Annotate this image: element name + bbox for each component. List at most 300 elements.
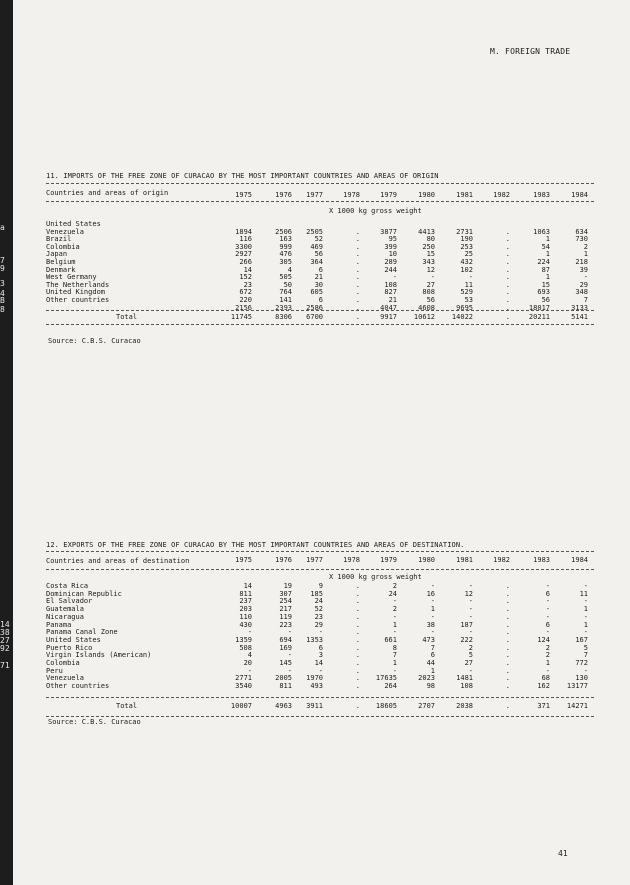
exports-units: X 1000 kg gross weight bbox=[329, 573, 422, 581]
table-cell: 672 bbox=[239, 288, 252, 297]
total-cell: 371 bbox=[537, 702, 550, 710]
table-cell: 187 bbox=[460, 620, 473, 629]
table-cell: 693 bbox=[537, 288, 550, 297]
table-cell: 145 bbox=[279, 659, 292, 667]
table-cell: 2 bbox=[468, 643, 473, 652]
rule bbox=[46, 716, 594, 717]
margin-mark: a bbox=[0, 223, 5, 232]
table-cell: 4608 bbox=[418, 303, 435, 312]
table-cell: . bbox=[355, 643, 360, 652]
margin-mark: 3 bbox=[0, 279, 5, 288]
table-cell: 223 bbox=[279, 620, 292, 629]
table-cell: 493 bbox=[310, 682, 323, 691]
table-cell: 53 bbox=[464, 296, 473, 304]
table-cell: 39 bbox=[579, 265, 588, 274]
table-cell: 2 bbox=[392, 582, 397, 590]
margin-mark: 38 bbox=[0, 628, 10, 637]
table-cell: 529 bbox=[460, 288, 473, 297]
table-cell: 87 bbox=[541, 265, 550, 274]
table-cell: 224 bbox=[537, 258, 550, 266]
total-cell: 4963 bbox=[275, 702, 292, 710]
table-cell: - bbox=[583, 612, 588, 621]
row-label: Puerto Rico bbox=[46, 643, 93, 652]
table-cell: 167 bbox=[575, 635, 588, 644]
table-cell: 1970 bbox=[306, 674, 323, 683]
table-cell: 2 bbox=[583, 242, 588, 251]
imports-source: Source: C.B.S. Curacao bbox=[48, 337, 141, 345]
margin-mark: 9 bbox=[0, 264, 5, 273]
table-cell: 289 bbox=[384, 258, 397, 266]
rule bbox=[46, 324, 594, 325]
table-cell: 811 bbox=[279, 682, 292, 691]
table-cell: 4047 bbox=[380, 303, 397, 312]
table-cell: - bbox=[583, 628, 588, 637]
year-header: 1981 bbox=[456, 191, 473, 199]
table-cell: 4413 bbox=[418, 227, 435, 236]
table-cell: 250 bbox=[422, 242, 435, 251]
table-cell: . bbox=[505, 589, 510, 598]
exports-source: Source: C.B.S. Curacao bbox=[48, 718, 141, 726]
table-cell: . bbox=[505, 235, 510, 244]
table-cell: 2393 bbox=[275, 303, 292, 312]
table-cell: 1 bbox=[583, 605, 588, 614]
margin-mark: 14 bbox=[0, 620, 10, 629]
table-cell: - bbox=[583, 597, 588, 606]
table-cell: - bbox=[287, 666, 292, 675]
table-cell: 27 bbox=[426, 280, 435, 289]
exports-col-header: Countries and areas of destination bbox=[46, 557, 190, 565]
table-cell: 254 bbox=[279, 597, 292, 606]
rule bbox=[46, 697, 594, 698]
year-header: 1975 bbox=[235, 191, 252, 199]
table-cell: 6 bbox=[545, 589, 550, 598]
year-header: 1978 bbox=[343, 556, 360, 564]
table-cell: . bbox=[505, 674, 510, 683]
table-cell: - bbox=[287, 628, 292, 637]
table-cell: 119 bbox=[279, 612, 292, 621]
table-cell: 56 bbox=[541, 296, 550, 304]
table-cell: 1894 bbox=[235, 227, 252, 236]
page-number: 41 bbox=[558, 849, 568, 858]
total-cell: 14271 bbox=[566, 702, 588, 710]
table-cell: 244 bbox=[384, 265, 397, 274]
row-label: Colombia bbox=[46, 242, 80, 251]
imports-units: X 1000 kg gross weight bbox=[329, 207, 422, 215]
total-cell: . bbox=[505, 702, 510, 710]
table-cell: 52 bbox=[314, 605, 323, 614]
table-cell: 185 bbox=[310, 589, 323, 598]
table-cell: 10 bbox=[388, 250, 397, 259]
table-cell: 222 bbox=[460, 635, 473, 644]
table-cell: 1063 bbox=[533, 227, 550, 236]
rule bbox=[46, 201, 594, 202]
table-cell: . bbox=[355, 582, 360, 590]
table-cell: 50 bbox=[283, 280, 292, 289]
table-cell: - bbox=[392, 628, 397, 637]
table-cell: 808 bbox=[422, 288, 435, 297]
table-cell: 3 bbox=[318, 651, 323, 660]
table-cell: - bbox=[468, 605, 473, 614]
table-cell: 21 bbox=[314, 273, 323, 282]
table-cell: 7 bbox=[430, 643, 435, 652]
margin-mark: 7 bbox=[0, 256, 5, 265]
table-cell: 27 bbox=[464, 659, 473, 667]
row-label: Japan bbox=[46, 250, 68, 259]
table-cell: . bbox=[505, 265, 510, 274]
table-cell: . bbox=[505, 280, 510, 289]
table-cell: 29 bbox=[579, 280, 588, 289]
table-cell: 152 bbox=[239, 273, 252, 282]
table-cell: 14 bbox=[243, 582, 252, 590]
row-label: Denmark bbox=[46, 265, 76, 274]
table-cell: 508 bbox=[239, 643, 252, 652]
table-cell: 9695 bbox=[456, 303, 473, 312]
total-cell: 8306 bbox=[275, 313, 292, 321]
table-cell: - bbox=[247, 666, 252, 675]
total-cell: 2038 bbox=[456, 702, 473, 710]
year-header: 1977 bbox=[306, 191, 323, 199]
table-cell: 1359 bbox=[235, 635, 252, 644]
table-cell: 18017 bbox=[528, 303, 550, 312]
table-cell: 108 bbox=[460, 682, 473, 691]
table-cell: . bbox=[355, 635, 360, 644]
row-label: Other countries bbox=[46, 682, 110, 691]
total-cell: 11745 bbox=[230, 313, 252, 321]
table-cell: 17635 bbox=[375, 674, 397, 683]
table-cell: . bbox=[505, 659, 510, 667]
exports-table-title: 12. EXPORTS OF THE FREE ZONE OF CURACAO BY THE MOST IMPORTANT COUNTRIES AND AREAS OF DESTINATION. bbox=[46, 541, 465, 549]
table-cell: 1 bbox=[545, 250, 550, 259]
table-cell: - bbox=[430, 582, 435, 590]
rule bbox=[46, 183, 594, 184]
table-cell: - bbox=[545, 582, 550, 590]
table-cell: . bbox=[355, 620, 360, 629]
table-cell: . bbox=[505, 643, 510, 652]
table-cell: - bbox=[545, 628, 550, 637]
table-cell: 343 bbox=[422, 258, 435, 266]
table-cell: - bbox=[545, 605, 550, 614]
year-header: 1979 bbox=[380, 191, 397, 199]
table-cell: 2 bbox=[545, 651, 550, 660]
imports-table bbox=[46, 172, 594, 332]
table-cell: 11 bbox=[464, 280, 473, 289]
table-cell: - bbox=[430, 597, 435, 606]
table-cell: . bbox=[355, 597, 360, 606]
table-cell: 3877 bbox=[380, 227, 397, 236]
table-cell: 3540 bbox=[235, 682, 252, 691]
rule bbox=[46, 569, 594, 570]
table-cell: . bbox=[505, 612, 510, 621]
table-cell: - bbox=[545, 612, 550, 621]
table-cell: 6 bbox=[430, 651, 435, 660]
table-cell: 5 bbox=[468, 651, 473, 660]
table-cell: - bbox=[392, 666, 397, 675]
table-cell: 2 bbox=[545, 643, 550, 652]
table-cell: . bbox=[505, 682, 510, 691]
table-cell: 98 bbox=[426, 682, 435, 691]
total-cell: 3911 bbox=[306, 702, 323, 710]
row-label: Costa Rica bbox=[46, 582, 89, 590]
total-cell: 10612 bbox=[413, 313, 435, 321]
row-label: Other countries bbox=[46, 296, 110, 304]
table-cell: 253 bbox=[460, 242, 473, 251]
total-cell: 18605 bbox=[375, 702, 397, 710]
total-cell: 10007 bbox=[230, 702, 252, 710]
table-cell: 141 bbox=[279, 296, 292, 304]
table-cell: 11 bbox=[579, 589, 588, 598]
table-cell: . bbox=[505, 288, 510, 297]
table-cell: 52 bbox=[314, 235, 323, 244]
table-cell: 4 bbox=[247, 651, 252, 660]
table-cell: . bbox=[505, 628, 510, 637]
table-cell: . bbox=[355, 273, 360, 282]
total-cell: . bbox=[355, 702, 360, 710]
year-header: 1980 bbox=[418, 191, 435, 199]
table-cell: . bbox=[505, 620, 510, 629]
scan-binding-edge bbox=[0, 0, 13, 885]
year-header: 1984 bbox=[571, 191, 588, 199]
table-cell: . bbox=[505, 296, 510, 304]
table-cell: . bbox=[355, 265, 360, 274]
table-cell: 12 bbox=[426, 265, 435, 274]
table-cell: . bbox=[355, 659, 360, 667]
table-cell: 2771 bbox=[235, 674, 252, 683]
table-cell: 217 bbox=[279, 605, 292, 614]
total-label: Total bbox=[116, 702, 138, 710]
row-label: Brazil bbox=[46, 235, 72, 244]
page-header: M. FOREIGN TRADE bbox=[490, 47, 571, 56]
table-cell: 7 bbox=[583, 651, 588, 660]
table-cell: 3300 bbox=[235, 242, 252, 251]
table-cell: 116 bbox=[239, 235, 252, 244]
table-cell: - bbox=[318, 628, 323, 637]
table-cell: . bbox=[505, 597, 510, 606]
table-cell: . bbox=[355, 258, 360, 266]
table-cell: 2005 bbox=[275, 674, 292, 683]
table-cell: 95 bbox=[388, 235, 397, 244]
table-cell: 2731 bbox=[456, 227, 473, 236]
table-cell: 1 bbox=[583, 250, 588, 259]
table-cell: - bbox=[392, 612, 397, 621]
row-label: Belgium bbox=[46, 258, 76, 266]
table-cell: 2506 bbox=[275, 227, 292, 236]
table-cell: 1 bbox=[545, 235, 550, 244]
total-cell: 2707 bbox=[418, 702, 435, 710]
table-cell: 473 bbox=[422, 635, 435, 644]
table-cell: 15 bbox=[426, 250, 435, 259]
table-cell: 2 bbox=[392, 605, 397, 614]
table-cell: 102 bbox=[460, 265, 473, 274]
table-cell: - bbox=[583, 582, 588, 590]
table-cell: 108 bbox=[384, 280, 397, 289]
table-cell: 505 bbox=[279, 273, 292, 282]
table-cell: 6 bbox=[318, 643, 323, 652]
table-cell: 430 bbox=[239, 620, 252, 629]
table-cell: 6 bbox=[318, 265, 323, 274]
table-cell: 2023 bbox=[418, 674, 435, 683]
year-header: 1983 bbox=[533, 191, 550, 199]
table-cell: 694 bbox=[279, 635, 292, 644]
table-cell: 237 bbox=[239, 597, 252, 606]
table-cell: - bbox=[468, 628, 473, 637]
total-cell: 14022 bbox=[451, 313, 473, 321]
table-cell: 20 bbox=[243, 659, 252, 667]
table-cell: 3133 bbox=[571, 303, 588, 312]
table-cell: 730 bbox=[575, 235, 588, 244]
margin-mark: 71 bbox=[0, 661, 10, 670]
table-cell: . bbox=[355, 682, 360, 691]
year-header: 1976 bbox=[275, 191, 292, 199]
table-cell: 772 bbox=[575, 659, 588, 667]
table-cell: . bbox=[355, 250, 360, 259]
row-label: The Netherlands bbox=[46, 280, 110, 289]
table-cell: 23 bbox=[314, 612, 323, 621]
table-cell: 348 bbox=[575, 288, 588, 297]
table-cell: - bbox=[583, 666, 588, 675]
exports-table bbox=[46, 541, 594, 719]
total-cell: 20211 bbox=[528, 313, 550, 321]
total-cell: 5141 bbox=[571, 313, 588, 321]
table-cell: - bbox=[468, 273, 473, 282]
table-cell: 305 bbox=[279, 258, 292, 266]
table-cell: - bbox=[468, 582, 473, 590]
table-cell: 764 bbox=[279, 288, 292, 297]
table-cell: . bbox=[355, 288, 360, 297]
table-cell: 19 bbox=[283, 582, 292, 590]
row-label: Guatemala bbox=[46, 605, 84, 614]
table-cell: . bbox=[505, 258, 510, 266]
year-header: 1980 bbox=[418, 556, 435, 564]
row-label: Colombia bbox=[46, 659, 80, 667]
row-label: Panama Canal Zone bbox=[46, 628, 118, 637]
table-cell: - bbox=[392, 273, 397, 282]
year-header: 1983 bbox=[533, 556, 550, 564]
table-cell: 2156 bbox=[235, 303, 252, 312]
table-cell: 6 bbox=[318, 296, 323, 304]
table-cell: 24 bbox=[388, 589, 397, 598]
margin-mark: B bbox=[0, 296, 5, 305]
table-cell: 124 bbox=[537, 635, 550, 644]
table-cell: - bbox=[545, 666, 550, 675]
table-cell: - bbox=[583, 273, 588, 282]
margin-mark: 27 bbox=[0, 636, 10, 645]
table-cell: 163 bbox=[279, 235, 292, 244]
table-cell: 1 bbox=[545, 273, 550, 282]
table-cell: 12 bbox=[464, 589, 473, 598]
table-cell: . bbox=[355, 612, 360, 621]
table-cell: 1 bbox=[430, 605, 435, 614]
table-cell: . bbox=[355, 235, 360, 244]
table-cell: . bbox=[355, 296, 360, 304]
table-cell: 264 bbox=[384, 682, 397, 691]
table-cell: 634 bbox=[575, 227, 588, 236]
margin-mark: 92 bbox=[0, 644, 10, 653]
table-cell: . bbox=[505, 666, 510, 675]
table-cell: 1 bbox=[545, 659, 550, 667]
total-cell: . bbox=[505, 313, 510, 321]
table-cell: 24 bbox=[314, 597, 323, 606]
table-cell: 203 bbox=[239, 605, 252, 614]
table-cell: . bbox=[355, 674, 360, 683]
table-cell: . bbox=[505, 605, 510, 614]
table-cell: 29 bbox=[314, 620, 323, 629]
table-cell: 2586 bbox=[306, 303, 323, 312]
table-cell: 5 bbox=[583, 643, 588, 652]
table-cell: 1 bbox=[430, 666, 435, 675]
table-cell: 7 bbox=[392, 651, 397, 660]
table-cell: - bbox=[392, 597, 397, 606]
table-cell: . bbox=[355, 666, 360, 675]
table-cell: 827 bbox=[384, 288, 397, 297]
table-cell: - bbox=[287, 651, 292, 660]
year-header: 1981 bbox=[456, 556, 473, 564]
row-label: Venezuela bbox=[46, 674, 84, 683]
table-cell: - bbox=[318, 666, 323, 675]
table-cell: . bbox=[355, 605, 360, 614]
row-label: Virgin Islands (American) bbox=[46, 651, 152, 660]
table-cell: - bbox=[430, 612, 435, 621]
table-cell: 21 bbox=[388, 296, 397, 304]
rule bbox=[46, 551, 594, 552]
table-cell: 15 bbox=[541, 280, 550, 289]
row-label: Panama bbox=[46, 620, 72, 629]
table-cell: . bbox=[505, 651, 510, 660]
table-cell: 1 bbox=[392, 659, 397, 667]
table-cell: 6 bbox=[545, 620, 550, 629]
table-cell: 999 bbox=[279, 242, 292, 251]
table-cell: 56 bbox=[314, 250, 323, 259]
table-cell: 68 bbox=[541, 674, 550, 683]
table-cell: 16 bbox=[426, 589, 435, 598]
row-label: United States bbox=[46, 220, 101, 228]
year-header: 1982 bbox=[493, 191, 510, 199]
table-cell: 13177 bbox=[566, 682, 588, 691]
table-cell: 9 bbox=[318, 582, 323, 590]
table-cell: . bbox=[505, 273, 510, 282]
table-cell: 8 bbox=[392, 643, 397, 652]
total-cell: 6700 bbox=[306, 313, 323, 321]
table-cell: 7 bbox=[583, 296, 588, 304]
table-cell: . bbox=[355, 589, 360, 598]
row-label: United Kingdom bbox=[46, 288, 106, 297]
row-label: Peru bbox=[46, 666, 63, 675]
row-label: United States bbox=[46, 635, 101, 644]
table-cell: 169 bbox=[279, 643, 292, 652]
table-cell: 130 bbox=[575, 674, 588, 683]
imports-table-title: 11. IMPORTS OF THE FREE ZONE OF CURACAO BY THE MOST IMPORTANT COUNTRIES AND AREAS OF ORIGIN bbox=[46, 172, 439, 180]
table-cell: 220 bbox=[239, 296, 252, 304]
table-cell: 811 bbox=[239, 589, 252, 598]
row-label: El Salvador bbox=[46, 597, 93, 606]
table-cell: - bbox=[468, 612, 473, 621]
table-cell: 364 bbox=[310, 258, 323, 266]
table-cell: . bbox=[505, 250, 510, 259]
year-header: 1982 bbox=[493, 556, 510, 564]
year-header: 1977 bbox=[306, 556, 323, 564]
year-header: 1978 bbox=[343, 191, 360, 199]
table-cell: . bbox=[505, 242, 510, 251]
table-cell: 80 bbox=[426, 235, 435, 244]
total-cell: 9917 bbox=[380, 313, 397, 321]
total-cell: . bbox=[355, 313, 360, 321]
table-cell: - bbox=[430, 273, 435, 282]
table-cell: . bbox=[355, 280, 360, 289]
row-label: West Germany bbox=[46, 273, 97, 282]
table-cell: 432 bbox=[460, 258, 473, 266]
row-label: Venezuela bbox=[46, 227, 84, 236]
table-cell: - bbox=[468, 597, 473, 606]
table-cell: 14 bbox=[243, 265, 252, 274]
